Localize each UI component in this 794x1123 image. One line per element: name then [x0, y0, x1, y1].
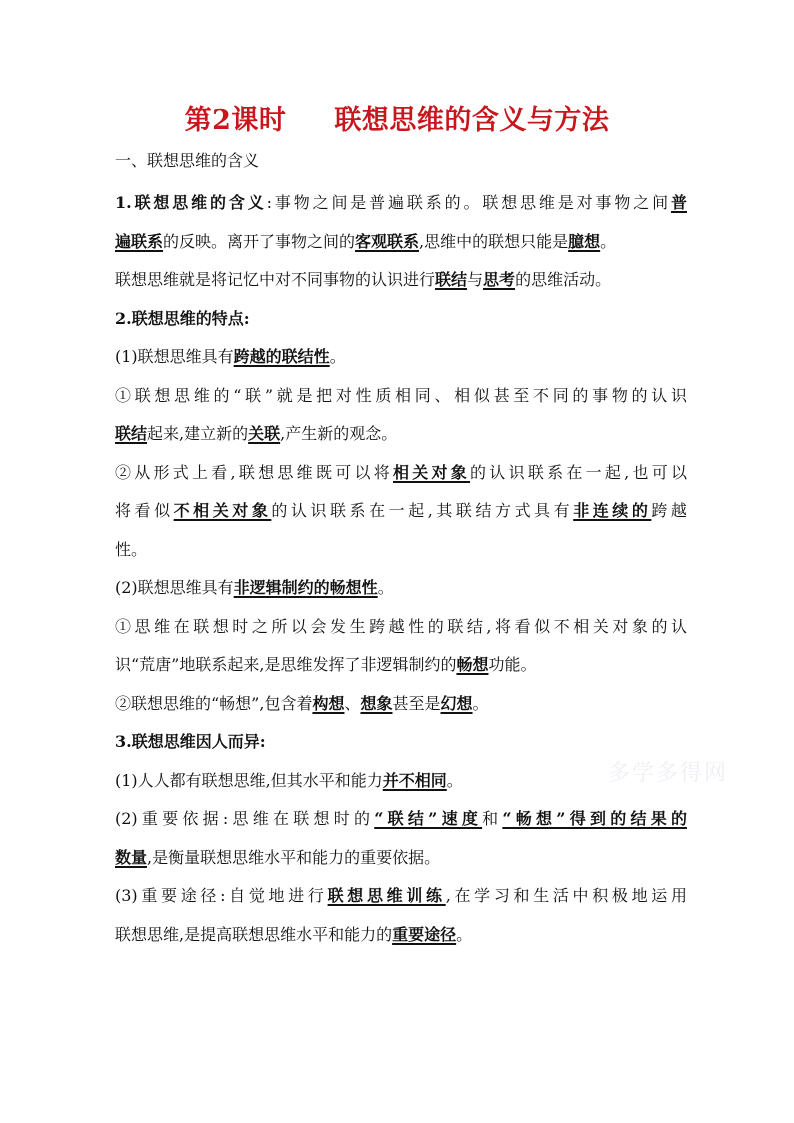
text-run: ②从形式上看,联想思维既可以将 — [115, 462, 393, 482]
text-run: 功能。 — [488, 655, 537, 674]
text-run: ②联想思维的“畅想”,包含着 — [115, 693, 313, 713]
keyword: “畅想”得到的结果的 — [502, 809, 687, 828]
paragraph-line — [115, 569, 687, 608]
text-run: (2)联想思维具有 — [115, 578, 234, 597]
keyword: 非逻辑制约的畅想性 — [233, 578, 378, 597]
text-run: 的思维活动。 — [515, 270, 612, 289]
paragraph-line — [115, 492, 687, 531]
keyword: 构想 — [312, 693, 345, 713]
item-heading: 2.联想思维的特点 — [115, 308, 244, 328]
keyword: 遍联系 — [115, 231, 164, 251]
keyword: “联结”速度 — [374, 809, 483, 828]
paragraph-line — [115, 415, 687, 454]
paragraph-line — [115, 184, 687, 223]
text-run: ,在学习和生活中积极地运用 — [445, 886, 687, 905]
keyword: 关联 — [248, 424, 281, 443]
text-run: (3)重要途径:自觉地进行 — [115, 886, 328, 905]
text-run: 识“荒唐”地联系起来,是思维发挥了非逻辑制约的 — [115, 655, 457, 674]
text-run: (1)人人都有联想思维,但其水平和能力 — [115, 770, 383, 790]
lesson-topic: 联想思维的含义与方法 — [334, 105, 610, 136]
keyword: 客观联系 — [355, 231, 420, 251]
paragraph-line — [115, 762, 687, 801]
text-run: : — [259, 732, 266, 751]
watermark: 多学多得网 — [608, 761, 729, 786]
paragraph-line — [115, 377, 687, 416]
paragraph-line — [115, 608, 687, 647]
paragraph-line — [115, 261, 687, 300]
paragraph-line — [115, 723, 687, 762]
item-heading: 1.联想思维的含义 — [115, 193, 267, 212]
keyword: 相关对象 — [393, 462, 471, 482]
text-run: 性。 — [115, 539, 148, 559]
text-run: 甚至是 — [392, 693, 441, 713]
text-run: (1)联想思维具有 — [115, 347, 234, 366]
text-run: ①联想思维的“联”就是把对性质相同、相似甚至不同的事物的认识 — [115, 385, 687, 405]
text-run: 和 — [482, 809, 503, 828]
text-run: 的认识联系在一起,其联结方式具有 — [271, 501, 574, 520]
text-run: (2)重要依据:思维在联想时的 — [115, 809, 375, 828]
text-run: 。 — [472, 693, 489, 713]
text-run: 与 — [467, 270, 484, 289]
text-run: 、 — [344, 693, 361, 713]
text-run: : — [243, 308, 250, 328]
text-run: 。 — [377, 578, 394, 597]
keyword: 联结 — [435, 270, 468, 289]
text-run: 的反映。离开了事物之间的 — [163, 231, 356, 251]
lesson-number: 第2课时 — [184, 105, 287, 136]
paragraph-line — [115, 916, 687, 955]
text-run: 。 — [329, 347, 346, 366]
keyword: 普 — [670, 193, 687, 212]
keyword: 联结 — [115, 424, 148, 443]
keyword: 非连续的 — [573, 501, 652, 520]
keyword: 联想思维训练 — [327, 886, 446, 905]
text-run: ①思维在联想时之所以会发生跨越性的联结,将看似不相关对象的认 — [115, 616, 687, 636]
paragraph-line — [115, 531, 687, 570]
text-run: ,产生新的观念。 — [280, 424, 398, 443]
text-run: 联想思维就是将记忆中对不同事物的认识进行 — [115, 270, 436, 289]
text-run: ,是衡量联想思维水平和能力的重要依据。 — [147, 847, 441, 867]
text-run: ,思维中的联想只能是 — [419, 231, 569, 251]
paragraph-line — [115, 300, 687, 339]
text-run: 。 — [600, 231, 617, 251]
text-run: 。 — [456, 924, 473, 944]
keyword: 数量 — [115, 847, 148, 867]
paragraph-line — [115, 839, 687, 878]
item-heading: 3.联想思维因人而异 — [115, 732, 260, 751]
paragraph-line — [115, 223, 687, 262]
paragraph-line — [115, 454, 687, 493]
text-run: 将看似 — [115, 501, 174, 520]
paragraph-line — [115, 338, 687, 377]
page-title — [0, 98, 794, 137]
keyword: 臆想 — [568, 231, 601, 251]
document-body — [115, 184, 687, 954]
text-run: 联想思维,是提高联想思维水平和能力的 — [115, 924, 393, 944]
keyword: 畅想 — [456, 655, 489, 674]
text-run: 事物之间是普遍联系的。联想思维是对事物之间 — [272, 193, 671, 212]
keyword: 跨越的联结性 — [233, 347, 330, 366]
paragraph-line — [115, 800, 687, 839]
keyword: 并不相同 — [382, 770, 447, 790]
keyword: 重要途径 — [392, 924, 457, 944]
text-run: 。 — [446, 770, 463, 790]
keyword: 思考 — [483, 270, 516, 289]
keyword: 不相关对象 — [173, 501, 272, 520]
text-run: 起来,建立新的 — [147, 424, 249, 443]
keyword: 幻想 — [440, 693, 473, 713]
text-run: 的认识联系在一起,也可以 — [470, 462, 687, 482]
keyword: 想象 — [360, 693, 393, 713]
section-heading: 一、联想思维的含义 — [115, 151, 260, 170]
text-run: : — [266, 193, 272, 212]
text-run: 跨越 — [651, 501, 687, 520]
paragraph-line — [115, 877, 687, 916]
paragraph-line — [115, 685, 687, 724]
paragraph-line — [115, 646, 687, 685]
